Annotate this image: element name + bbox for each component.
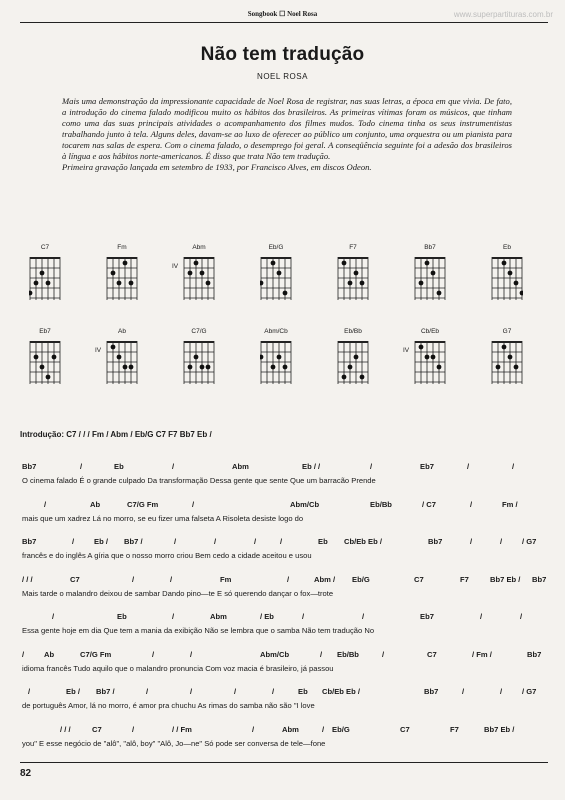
finger-dot — [502, 261, 507, 266]
chord-grid — [260, 257, 292, 301]
chord-symbol: Bb7 — [424, 687, 439, 696]
chord-diagram — [20, 244, 70, 304]
chord-name: Eb/G — [268, 244, 284, 251]
chord-grid — [414, 257, 446, 301]
chord-symbol: Eb — [318, 537, 328, 546]
intro-paragraph-2: Primeira gravação lançada em setembro de 1933, por Francisco Alves, em discos Odeon. — [62, 162, 372, 172]
chord-symbol: Eb / / — [302, 462, 321, 471]
chord-symbol: / — [52, 612, 55, 621]
finger-dot — [34, 355, 39, 360]
chord-row — [22, 537, 550, 549]
finger-dot — [260, 281, 263, 286]
chord-name: Bb7 — [424, 244, 436, 251]
chord-symbol: / — [520, 612, 523, 621]
chord-name: Abm/Cb — [264, 328, 288, 335]
song-author: NOEL ROSA — [257, 72, 308, 81]
chord-symbol: / — [467, 462, 470, 471]
chord-symbol: / — [462, 687, 465, 696]
chord-name: Eb/Bb — [344, 328, 362, 335]
chord-symbol: C7/G Fm — [80, 649, 112, 659]
chord-symbol: / / Fm — [172, 724, 192, 734]
finger-dot — [425, 355, 430, 360]
chord-symbol: Abm/Cb — [290, 499, 320, 509]
lyric-row: idioma francês Tudo aquilo que o malandro pronuncia Com voz macia é brasileiro, já passou — [22, 663, 334, 673]
chord-symbol: Ab — [44, 649, 55, 659]
chord-grid — [414, 341, 446, 385]
finger-dot — [277, 271, 282, 276]
chord-row — [22, 462, 550, 474]
intro-paragraph-1: Mais uma demonstração da impressionante capacidade de Noel Rosa de registrar, nas suas letras, a época em que vivia. De fato, a introdução do cinema falado modificou muito os hábitos dos brasileiros. As primeiras vítimas foram os músicos, que tinham como uma das suas principais atividades o acompanhamento dos filmes mudos. Todo cinema tinha os seus instrumentistas trabalhando junto à tela. Alguns deles, davam-se ao luxo de oferecer ao público um conjunto, uma orquestra ou um pianista para tocarem nas salas de espera. Com o cinema falado, o desemprego foi geral. A conseqüência seguinte foi a adesão dos brasileiros à língua e aos hábitos norte-americanos. É disso que trata Não tem tradução. — [62, 96, 512, 161]
chord-symbol: Fm — [220, 574, 232, 584]
finger-dot — [206, 281, 211, 286]
finger-dot — [437, 291, 442, 296]
finger-dot — [40, 271, 45, 276]
chord-symbol: / — [44, 499, 47, 509]
chord-symbol: F7 — [450, 724, 459, 734]
chord-symbol: / — [512, 462, 515, 471]
chord-symbol: / — [272, 687, 275, 696]
finger-dot — [271, 365, 276, 370]
chord-symbol: Abm/Cb — [260, 649, 290, 659]
chord-symbol: Fm / — [502, 499, 518, 509]
lyric-row: Mais tarde o malandro deixou de sambar Dando pino—te E só querendo dançar o fox—trote — [22, 588, 334, 598]
chord-symbol: / — [280, 537, 283, 546]
finger-dot — [283, 291, 288, 296]
chord-symbol: / G7 — [522, 537, 537, 546]
chord-symbol: Eb / — [66, 687, 80, 696]
chord-symbol: Bb7 Eb / — [484, 724, 515, 734]
chord-symbol: Ab — [90, 499, 101, 509]
chord-grid — [337, 341, 369, 385]
finger-dot — [271, 261, 276, 266]
page-number: 82 — [20, 768, 32, 779]
chord-symbol: / — [22, 649, 25, 659]
chord-name: F7 — [349, 244, 357, 251]
chord-diagram — [328, 328, 378, 388]
lyric-row: francês e do inglês A gíria que o nosso morro criou Bem cedo a cidade aceitou e usou — [22, 551, 312, 560]
chord-diagram — [405, 244, 455, 304]
finger-dot — [431, 355, 436, 360]
chord-symbol: / — [146, 687, 149, 696]
chord-symbol: / — [174, 537, 177, 546]
chord-symbol: Abm — [282, 724, 299, 734]
chord-name: Cb/Eb — [420, 328, 440, 335]
finger-dot — [206, 365, 211, 370]
chord-symbol: Bb7 — [527, 649, 542, 659]
chord-symbol: Bb7 — [22, 537, 37, 546]
chord-symbol: / — [28, 687, 31, 696]
song-title: Não tem tradução — [200, 44, 365, 65]
chord-symbol: / / / — [22, 574, 33, 584]
chord-symbol: / — [302, 612, 305, 621]
chord-name: Fm — [117, 244, 127, 251]
chord-grid — [491, 341, 523, 385]
chord-symbol: Eb — [114, 462, 124, 471]
chord-symbol: Eb — [117, 612, 127, 621]
chord-symbol: Bb7 — [22, 462, 37, 471]
chord-name: C7/G — [191, 328, 207, 335]
finger-dot — [419, 345, 424, 350]
chord-row — [22, 687, 550, 699]
finger-dot — [354, 271, 359, 276]
chord-symbol: / — [252, 724, 255, 734]
chord-diagram — [482, 244, 532, 304]
finger-dot — [129, 281, 134, 286]
intro-text — [62, 96, 512, 173]
finger-dot — [348, 365, 353, 370]
chord-symbol: Abm / — [314, 574, 336, 584]
chord-symbol: / C7 — [422, 499, 436, 509]
finger-dot — [123, 261, 128, 266]
chord-grid — [260, 341, 292, 385]
chord-symbol: / — [192, 499, 195, 509]
chord-symbol: Eb/G — [332, 724, 350, 734]
chord-grid — [491, 257, 523, 301]
chord-name: Eb7 — [39, 328, 51, 335]
lyric-row: Essa gente hoje em dia Que tem a mania da exibição Não se lembra que o samba Não tem tradução No — [22, 626, 375, 635]
chord-symbol: / — [287, 574, 290, 584]
finger-dot — [188, 271, 193, 276]
finger-dot — [200, 271, 205, 276]
finger-dot — [194, 261, 199, 266]
chord-symbol: Eb / — [94, 537, 108, 546]
finger-dot — [29, 291, 32, 296]
intro-chord-line: Introdução: C7 / / / Fm / Abm / Eb/G C7 F7 Bb7 Eb / — [20, 430, 212, 439]
chord-symbol: / — [132, 574, 135, 584]
chord-symbol: / — [190, 649, 193, 659]
finger-dot — [200, 365, 205, 370]
finger-dot — [194, 355, 199, 360]
chord-symbol: Abm — [232, 462, 249, 471]
lyric-row: de português Amor, lá no morro, é amor pra chuchu As rimas do samba não são "I love — [22, 701, 315, 710]
chord-grid — [106, 257, 138, 301]
header-rule — [20, 22, 548, 23]
finger-dot — [360, 375, 365, 380]
chord-symbol: Bb7 Eb / — [490, 574, 521, 584]
chord-symbol: / — [500, 687, 503, 696]
chord-symbol: C7 — [414, 574, 424, 584]
chord-row — [22, 612, 550, 624]
chord-symbol: Abm — [210, 612, 227, 621]
chord-symbol: F7 — [460, 574, 469, 584]
chord-symbol: / — [254, 537, 257, 546]
chord-symbol: / — [72, 537, 75, 546]
lyric-row: O cinema falado É o grande culpado Da transformação Dessa gente que sente Que um barracão Prende — [22, 476, 376, 485]
chord-symbol: / / / — [60, 724, 71, 734]
chord-grid — [29, 341, 61, 385]
finger-dot — [348, 281, 353, 286]
chord-symbol: / — [172, 462, 175, 471]
finger-dot — [425, 261, 430, 266]
chord-symbol: Eb/G — [352, 574, 370, 584]
finger-dot — [431, 271, 436, 276]
finger-dot — [342, 261, 347, 266]
finger-dot — [502, 345, 507, 350]
finger-dot — [117, 355, 122, 360]
chord-symbol: / — [500, 537, 503, 546]
finger-dot — [496, 365, 501, 370]
chord-symbol: / — [214, 537, 217, 546]
finger-dot — [354, 355, 359, 360]
chord-name: Ab — [118, 328, 126, 335]
watermark: www.superpartituras.com.br — [453, 10, 553, 19]
chord-name: C7 — [40, 244, 50, 251]
finger-dot — [260, 355, 263, 360]
chord-symbol: Bb7 / — [96, 687, 115, 696]
finger-dot — [123, 365, 128, 370]
chord-symbol: / — [470, 499, 473, 509]
chord-row — [22, 650, 550, 662]
chord-symbol: / — [470, 537, 473, 546]
chord-symbol: Eb/Bb — [370, 499, 392, 509]
finger-dot — [342, 375, 347, 380]
chord-symbol: / — [190, 687, 193, 696]
lyric-row: mais que um xadrez Lá no morro, se eu fizer uma falseta A Risoleta desiste logo do — [22, 513, 304, 523]
chord-symbol: C7/G Fm — [127, 499, 159, 509]
chord-symbol: C7 — [400, 724, 410, 734]
lyric-row: you" E esse negócio de "alô", "alô, boy" "Alô, Jo—ne" Só pode ser conversa de tele—fone — [22, 738, 326, 748]
chord-grid — [106, 341, 138, 385]
finger-dot — [360, 281, 365, 286]
chord-name: Abm — [192, 244, 206, 251]
chord-symbol: / — [480, 612, 483, 621]
finger-dot — [52, 355, 57, 360]
finger-dot — [277, 355, 282, 360]
finger-dot — [283, 365, 288, 370]
chord-symbol: / — [170, 574, 173, 584]
chord-symbol: / — [382, 649, 385, 659]
finger-dot — [117, 281, 122, 286]
chord-row — [22, 575, 550, 587]
chord-position: IV — [172, 263, 179, 270]
chord-symbol: C7 — [427, 649, 437, 659]
chord-symbol: / Eb — [260, 612, 274, 621]
chord-name: G7 — [502, 328, 512, 335]
finger-dot — [129, 365, 134, 370]
chord-symbol: Eb7 — [420, 462, 434, 471]
running-header: Songbook ☐ Noel Rosa — [247, 10, 318, 18]
chord-symbol: / — [234, 687, 237, 696]
chord-symbol: Bb7 — [532, 574, 547, 584]
finger-dot — [34, 281, 39, 286]
chord-symbol: Eb — [298, 687, 308, 696]
chord-diagram — [174, 244, 224, 304]
chord-diagram — [405, 328, 455, 388]
finger-dot — [46, 281, 51, 286]
chord-symbol: / — [152, 649, 155, 659]
finger-dot — [419, 281, 424, 286]
finger-dot — [508, 355, 513, 360]
chord-symbol: / G7 — [522, 687, 537, 696]
chord-diagram — [482, 328, 532, 388]
chord-grid — [183, 341, 215, 385]
chord-diagram — [97, 244, 147, 304]
chord-symbol: Bb7 / — [124, 537, 143, 546]
chord-diagram — [174, 328, 224, 388]
chord-symbol: C7 — [70, 574, 80, 584]
chord-symbol: / — [322, 724, 325, 734]
chord-symbol: Bb7 — [428, 537, 443, 546]
finger-dot — [111, 271, 116, 276]
chord-diagram — [251, 244, 301, 304]
chord-symbol: C7 — [92, 724, 102, 734]
chord-symbol: / — [362, 612, 365, 621]
chord-diagram — [97, 328, 147, 388]
chord-diagram — [251, 328, 301, 388]
footer-rule — [20, 762, 548, 763]
chord-position: IV — [403, 347, 410, 354]
chord-row — [22, 500, 550, 512]
finger-dot — [520, 291, 523, 296]
finger-dot — [40, 365, 45, 370]
chord-symbol: / Fm / — [472, 649, 492, 659]
chord-position: IV — [95, 347, 102, 354]
chord-diagram — [328, 244, 378, 304]
chord-name: Eb — [503, 244, 511, 251]
chord-symbol: / — [80, 462, 83, 471]
finger-dot — [508, 271, 513, 276]
chord-row — [22, 725, 550, 737]
finger-dot — [111, 345, 116, 350]
chord-symbol: Cb/Eb Eb / — [344, 537, 382, 546]
finger-dot — [514, 365, 519, 370]
finger-dot — [437, 365, 442, 370]
chord-grid — [183, 257, 215, 301]
chord-symbol: / — [132, 724, 135, 734]
chord-symbol: / — [320, 649, 323, 659]
chord-symbol: Cb/Eb Eb / — [322, 687, 360, 696]
chord-symbol: Eb/Bb — [337, 649, 359, 659]
finger-dot — [514, 281, 519, 286]
finger-dot — [46, 375, 51, 380]
chord-grid — [29, 257, 61, 301]
chord-symbol: / — [370, 462, 373, 471]
finger-dot — [188, 365, 193, 370]
chord-grid — [337, 257, 369, 301]
chord-symbol: / — [172, 612, 175, 621]
chord-symbol: Eb7 — [420, 612, 434, 621]
chord-diagram — [20, 328, 70, 388]
